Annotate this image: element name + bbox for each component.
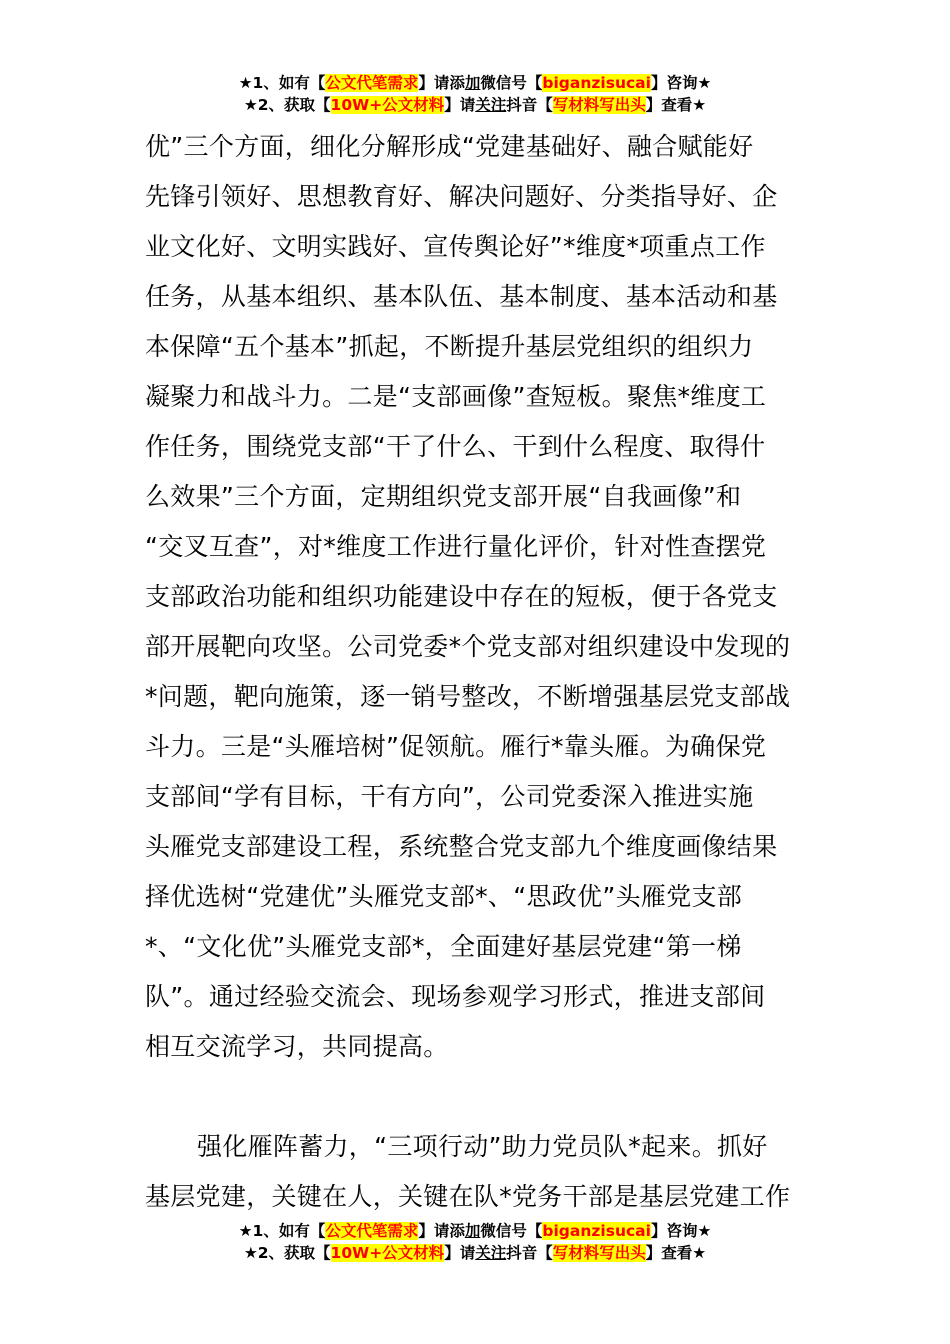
banner-text: 】查看★	[645, 1244, 707, 1262]
text-line: 部开展靶向攻坚。公司党委*个党支部对组织建设中发现的	[145, 632, 791, 661]
banner-text: 】请添	[418, 1222, 465, 1240]
banner-underlined-text: 加	[464, 74, 481, 92]
text-line: 先锋引领好、思想教育好、解决问题好、分类指导好、企	[145, 182, 778, 211]
banner-text: 微信号【	[480, 74, 543, 92]
header-banner	[0, 72, 950, 116]
banner-text: 】请	[444, 1244, 476, 1262]
banner-line-2	[0, 1242, 950, 1264]
text-line: 支部政治功能和组织功能建设中存在的短板，便于各党支	[145, 582, 778, 611]
footer-banner	[0, 1220, 950, 1264]
text-line: 优”三个方面，细化分解形成“党建基础好、融合赋能好	[145, 132, 754, 161]
text-line: 择优选树“党建优”头雁党支部*、“思政优”头雁党支部	[145, 882, 743, 911]
text-line: 队”。通过经验交流会、现场参观学习形式，推进支部间	[145, 982, 766, 1011]
highlight-ghostwriting: 公文代笔需求	[325, 74, 419, 92]
text-line: 斗力。三是“头雁培树”促领航。雁行*靠头雁。为确保党	[145, 732, 767, 761]
paragraph-1	[145, 122, 810, 1072]
banner-line-1	[0, 1220, 950, 1242]
banner-line-2	[0, 94, 950, 116]
banner-line-1	[0, 72, 950, 94]
paragraph-spacer	[145, 1072, 810, 1122]
banner-text: 】请添	[418, 74, 465, 92]
paragraph-2	[145, 1122, 810, 1222]
text-line: 业文化好、文明实践好、宣传舆论好”*维度*项重点工作	[145, 232, 766, 261]
banner-text: ★1、如有【	[238, 1222, 326, 1240]
banner-text: 抖音【	[506, 1244, 553, 1262]
text-line: 么效果”三个方面，定期组织党支部开展“自我画像”和	[145, 482, 742, 511]
banner-text: ★2、获取【	[243, 1244, 331, 1262]
banner-text: 微信号【	[480, 1222, 543, 1240]
text-line: 基层党建，关键在人，关键在队*党务干部是基层党建工作	[145, 1182, 791, 1211]
document-body	[145, 122, 810, 1222]
banner-text: 】查看★	[645, 96, 707, 114]
text-line: *、“文化优”头雁党支部*，全面建好基层党建“第一梯	[145, 932, 742, 961]
text-line: 强化雁阵蓄力，“三项行动”助力党员队*起来。抓好	[197, 1132, 768, 1161]
banner-underlined-text: 加	[464, 1222, 481, 1240]
highlight-materials: 10W+公文材料	[330, 1244, 445, 1262]
banner-underlined-text: 关注	[475, 1244, 507, 1262]
highlight-douyin-account: 写材料写出头	[552, 1244, 646, 1262]
highlight-materials: 10W+公文材料	[330, 96, 445, 114]
text-line: “交叉互查”，对*维度工作进行量化评价，针对性查摆党	[145, 532, 767, 561]
text-line: *问题，靶向施策，逐一销号整改，不断增强基层党支部战	[145, 682, 791, 711]
banner-text: ★2、获取【	[243, 96, 331, 114]
banner-underlined-text: 关注	[475, 96, 507, 114]
text-line: 本保障“五个基本”抓起，不断提升基层党组织的组织力	[145, 332, 754, 361]
highlight-wechat-id: biganzisucai	[542, 1222, 651, 1240]
banner-text: 】咨询★	[650, 74, 712, 92]
text-line: 相互交流学习，共同提高。	[145, 1032, 449, 1061]
text-line: 头雁党支部建设工程，系统整合党支部九个维度画像结果	[145, 832, 778, 861]
highlight-ghostwriting: 公文代笔需求	[325, 1222, 419, 1240]
banner-text: 】请	[444, 96, 476, 114]
banner-text: 】咨询★	[650, 1222, 712, 1240]
highlight-douyin-account: 写材料写出头	[552, 96, 646, 114]
text-line: 作任务，围绕党支部“干了什么、干到什么程度、取得什	[145, 432, 766, 461]
banner-text: 抖音【	[506, 96, 553, 114]
text-line: 支部间“学有目标，干有方向”，公司党委深入推进实施	[145, 782, 754, 811]
highlight-wechat-id: biganzisucai	[542, 74, 651, 92]
text-line: 凝聚力和战斗力。二是“支部画像”查短板。聚焦*维度工	[145, 382, 767, 411]
banner-text: ★1、如有【	[238, 74, 326, 92]
text-line: 任务，从基本组织、基本队伍、基本制度、基本活动和基	[145, 282, 778, 311]
